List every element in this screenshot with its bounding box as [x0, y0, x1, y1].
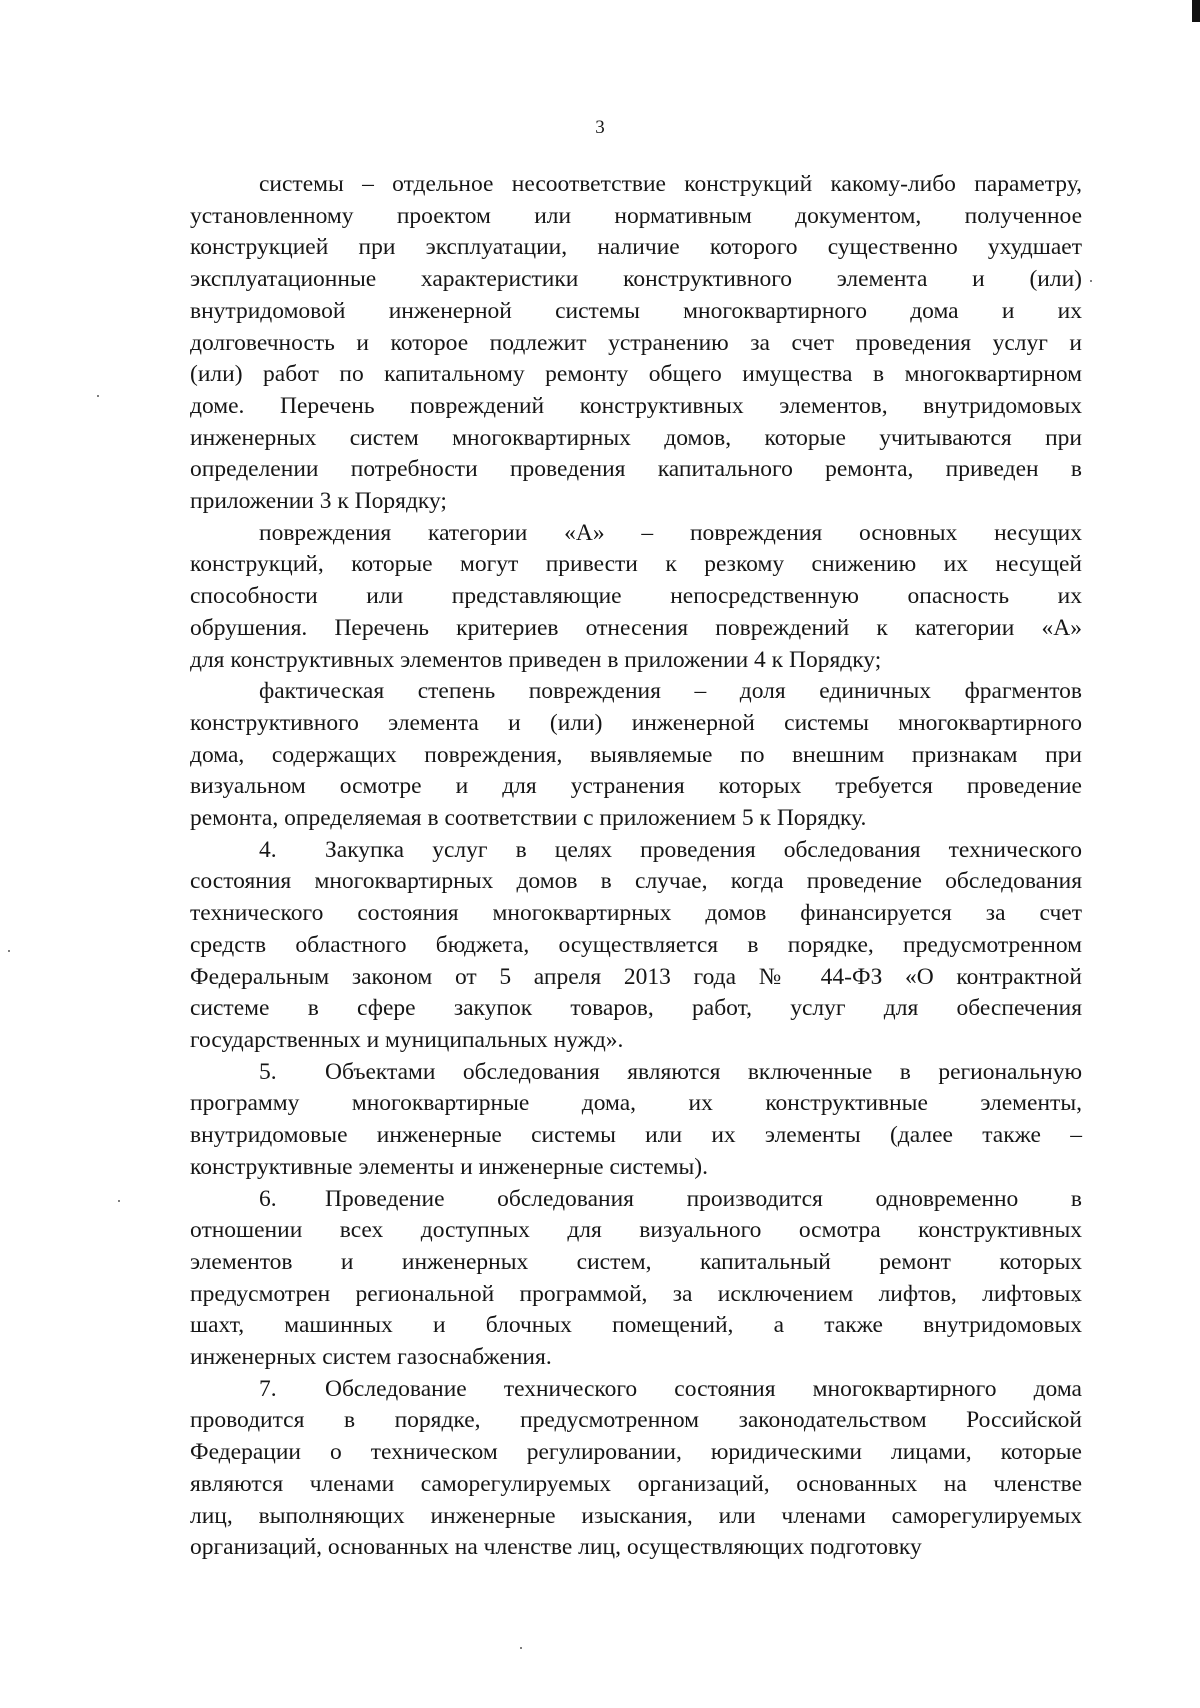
text-line: способности или представляющие непосредственную опасность их [190, 583, 1082, 610]
text-line: приложении 3 к Порядку; [190, 488, 447, 515]
text-line-content: Обследование технического состояния многоквартирного дома [325, 1375, 1082, 1402]
text-line [190, 1184, 1082, 1216]
text-line: конструктивные элементы и инженерные системы). [190, 1153, 708, 1180]
paragraph-category-a [190, 518, 1082, 677]
paragraph-definition-continued [190, 169, 1082, 518]
scan-speck [1090, 280, 1092, 282]
text-line: инженерных систем многоквартирных домов, которые учитываются при [190, 424, 1082, 451]
text-line: долговечность и которое подлежит устранению за счет проведения услуг и [190, 329, 1082, 356]
text-line: установленному проектом или нормативным документом, полученное [190, 202, 1082, 229]
text-line: отношении всех доступных для визуального осмотра конструктивных [190, 1217, 1082, 1244]
scan-speck [118, 1200, 120, 1202]
text-line [190, 1057, 1082, 1089]
text-line: инженерных систем газоснабжения. [190, 1344, 552, 1371]
paragraph-item-7 [190, 1374, 1082, 1564]
scan-speck [520, 1647, 522, 1649]
text-line: определении потребности проведения капитального ремонта, приведен в [190, 456, 1082, 483]
text-line: ремонта, определяемая в соответствии с приложением 5 к Порядку. [190, 805, 867, 832]
page-number: 3 [595, 117, 605, 138]
text-line: технического состояния многоквартирных домов финансируется за счет [190, 900, 1082, 927]
text-line: состояния многоквартирных домов в случае, когда проведение обследования [190, 868, 1082, 895]
scan-speck [97, 395, 99, 397]
text-line: проводится в порядке, предусмотренном законодательством Российской [190, 1407, 1082, 1434]
item-number: 6. [259, 1185, 277, 1212]
text-line: системе в сфере закупок товаров, работ, услуг для обеспечения [190, 995, 1082, 1022]
text-line: организаций, основанных на членстве лиц, осуществляющих подготовку [190, 1534, 922, 1561]
paragraph-actual-degree [190, 676, 1082, 835]
item-number: 7. [259, 1375, 277, 1402]
paragraph-item-5 [190, 1057, 1082, 1184]
text-line: Федеральным законом от 5 апреля 2013 года № 44-ФЗ «О контрактной [190, 963, 1082, 990]
paragraph-item-6 [190, 1184, 1082, 1374]
text-line: дома, содержащих повреждения, выявляемые по внешним признакам при [190, 741, 1082, 768]
document-body [190, 169, 1082, 1564]
text-line: конструкций, которые могут привести к резкому снижению их несущей [190, 551, 1082, 578]
text-line: государственных и муниципальных нужд». [190, 1026, 624, 1053]
text-line: (или) работ по капитальному ремонту общего имущества в многоквартирном [190, 361, 1082, 388]
text-line: обрушения. Перечень критериев отнесения повреждений к категории «А» [190, 614, 1082, 641]
scan-speck [8, 950, 10, 952]
text-line: лиц, выполняющих инженерные изыскания, или членами саморегулируемых [190, 1502, 1082, 1529]
text-line: повреждения категории «А» – повреждения основных несущих [259, 519, 1082, 546]
text-line: предусмотрен региональной программой, за исключением лифтов, лифтовых [190, 1280, 1082, 1307]
text-line: Федерации о техническом регулировании, юридическими лицами, которые [190, 1439, 1082, 1466]
text-line-content: Объектами обследования являются включенные в региональную [325, 1058, 1082, 1085]
text-line: средств областного бюджета, осуществляется в порядке, предусмотренном [190, 931, 1082, 958]
text-line: системы – отдельное несоответствие конструкций какому-либо параметру, [259, 171, 1082, 197]
text-line: конструктивного элемента и (или) инженерной системы многоквартирного [190, 709, 1082, 736]
text-line: внутридомовой инженерной системы многоквартирного дома и их [190, 297, 1082, 324]
text-line: эксплуатационные характеристики конструктивного элемента и (или) [190, 266, 1082, 293]
item-number: 5. [259, 1058, 277, 1085]
text-line: для конструктивных элементов приведен в приложении 4 к Порядку; [190, 646, 882, 673]
text-line-content: Закупка услуг в целях проведения обследования технического [325, 836, 1082, 863]
text-line: элементов и инженерных систем, капитальный ремонт которых [190, 1248, 1082, 1275]
scan-corner-mark [1192, 0, 1200, 22]
text-line: фактическая степень повреждения – доля единичных фрагментов [259, 678, 1082, 705]
text-line: визуальном осмотре и для устранения которых требуется проведение [190, 773, 1082, 800]
text-line: являются членами саморегулируемых организаций, основанных на членстве [190, 1470, 1082, 1497]
text-line: внутридомовые инженерные системы или их элементы (далее также – [190, 1122, 1082, 1149]
text-line: программу многоквартирные дома, их конструктивные элементы, [190, 1090, 1082, 1117]
text-line: конструкцией при эксплуатации, наличие которого существенно ухудшает [190, 234, 1082, 261]
text-line: шахт, машинных и блочных помещений, а также внутридомовых [190, 1312, 1082, 1339]
text-line-content: Проведение обследования производится одновременно в [325, 1185, 1082, 1212]
text-line: доме. Перечень повреждений конструктивных элементов, внутридомовых [190, 392, 1082, 419]
item-number: 4. [259, 836, 277, 863]
text-line [190, 835, 1082, 867]
text-line [190, 1374, 1082, 1406]
paragraph-item-4 [190, 835, 1082, 1057]
